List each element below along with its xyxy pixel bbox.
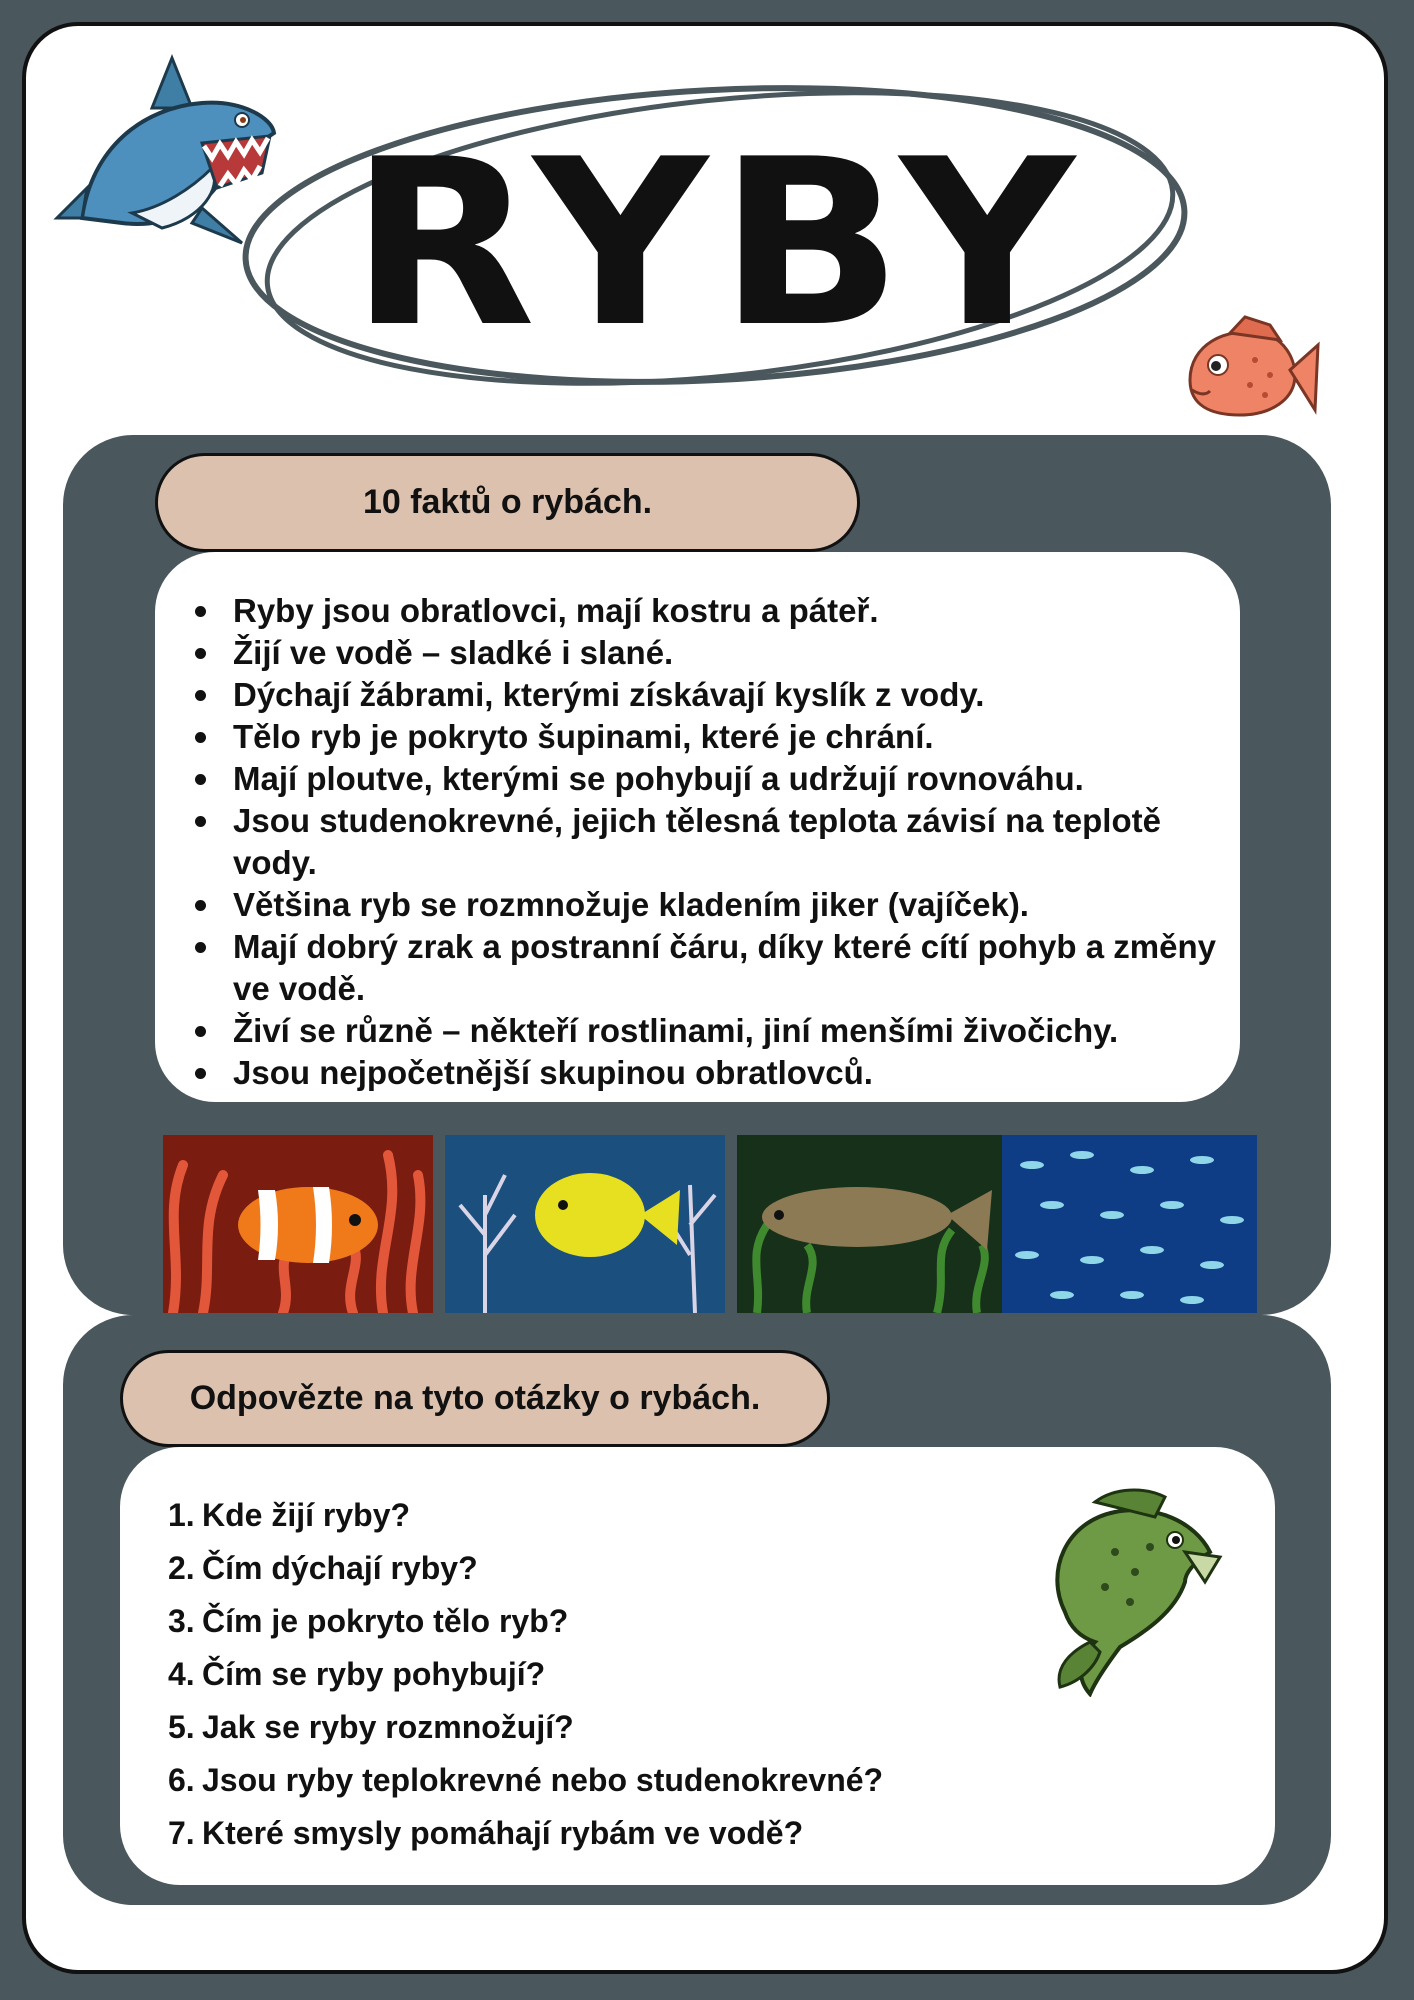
list-item: [168, 1754, 1068, 1807]
question-text: Které smysly pomáhají rybám ve vodě?: [202, 1815, 804, 1851]
list-item: [168, 1595, 1068, 1648]
list-item: [168, 1542, 1068, 1595]
question-text: Jsou ryby teplokrevné nebo studenokrevné?: [202, 1762, 884, 1798]
question-number: 6.: [168, 1762, 195, 1798]
title-area: [225, 60, 1210, 410]
orange-fish-illustration: [1170, 315, 1320, 435]
question-text: Kde žijí ryby?: [202, 1497, 411, 1533]
carp-photo: [737, 1135, 1002, 1313]
yellow-tang-photo: [445, 1135, 725, 1313]
question-number: 4.: [168, 1656, 195, 1692]
facts-list: [155, 590, 1233, 1094]
question-number: 3.: [168, 1603, 195, 1639]
question-text: Čím dýchají ryby?: [202, 1550, 478, 1586]
bass-fish-illustration: [1035, 1482, 1225, 1697]
list-item: Jsou studenokrevné, jejich tělesná teplota závisí na teplotě vody.: [233, 800, 1233, 884]
list-item: Ryby jsou obratlovci, mají kostru a páteř.: [233, 590, 1233, 632]
photo-strip: [163, 1135, 1257, 1313]
questions-card: [120, 1447, 1275, 1885]
question-number: 7.: [168, 1815, 195, 1851]
question-text: Čím se ryby pohybují?: [202, 1656, 546, 1692]
list-item: [168, 1489, 1068, 1542]
list-item: Mají dobrý zrak a postranní čáru, díky které cítí pohyb a změny ve vodě.: [233, 926, 1233, 1010]
question-number: 5.: [168, 1709, 195, 1745]
school-of-fish-photo: [1002, 1135, 1257, 1313]
question-number: 1.: [168, 1497, 195, 1533]
question-number: 2.: [168, 1550, 195, 1586]
facts-heading: 10 faktů o rybách.: [155, 453, 860, 552]
facts-card: [155, 552, 1240, 1102]
list-item: Živí se různě – někteří rostlinami, jiní menšími živočichy.: [233, 1010, 1233, 1052]
list-item: Dýchají žábrami, kterými získávají kyslík z vody.: [233, 674, 1233, 716]
question-text: Jak se ryby rozmnožují?: [202, 1709, 574, 1745]
list-item: Žijí ve vodě – sladké i slané.: [233, 632, 1233, 674]
question-text: Čím je pokryto tělo ryb?: [202, 1603, 569, 1639]
list-item: Jsou nejpočetnější skupinou obratlovců.: [233, 1052, 1233, 1094]
list-item: [168, 1807, 1068, 1860]
list-item: Mají ploutve, kterými se pohybují a udržují rovnováhu.: [233, 758, 1233, 800]
list-item: [168, 1701, 1068, 1754]
questions-heading: Odpovězte na tyto otázky o rybách.: [120, 1350, 830, 1447]
list-item: [168, 1648, 1068, 1701]
questions-list: [168, 1489, 1068, 1860]
list-item: Tělo ryb je pokryto šupinami, které je chrání.: [233, 716, 1233, 758]
list-item: Většina ryb se rozmnožuje kladením jiker (vajíček).: [233, 884, 1233, 926]
clownfish-photo: [163, 1135, 433, 1313]
page-title: RYBY: [349, 111, 1086, 378]
